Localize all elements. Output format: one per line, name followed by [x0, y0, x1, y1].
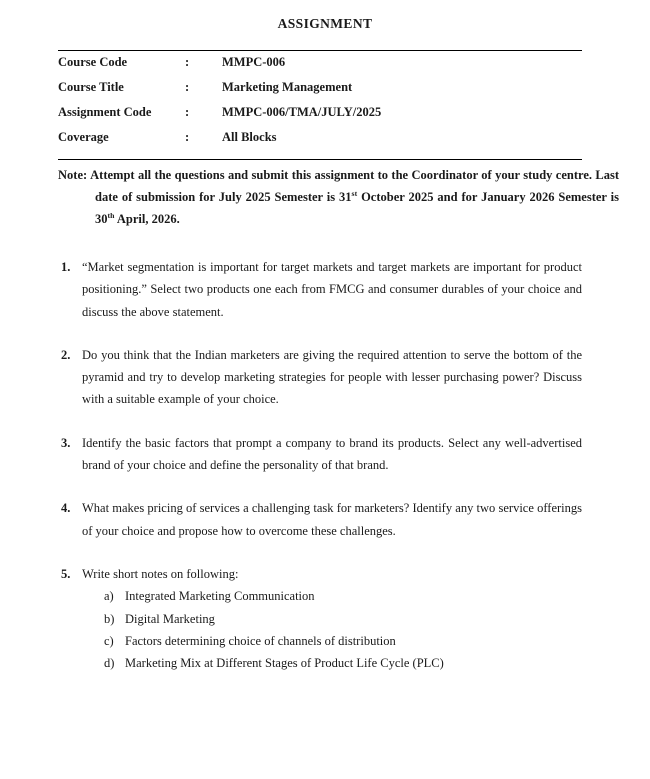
- question-item-2: [58, 344, 582, 411]
- sub-item-marker: a): [104, 589, 114, 604]
- table-row: [58, 130, 582, 155]
- note-ordinal-suffix-st: st: [351, 188, 358, 198]
- sub-item-marker: d): [104, 656, 115, 671]
- course-info-table: [58, 50, 582, 160]
- note-label: Note:: [58, 168, 88, 182]
- question-item-1: [58, 256, 582, 323]
- info-value-assignment-code: MMPC-006/TMA/JULY/2025: [222, 105, 382, 119]
- info-colon: :: [185, 130, 190, 144]
- note-ordinal-suffix-th: th: [107, 210, 115, 220]
- info-value-course-title: Marketing Management: [222, 80, 353, 94]
- list-item: [104, 608, 582, 630]
- question-number: 4.: [61, 501, 71, 516]
- sub-item-label: Integrated Marketing Communication: [125, 589, 315, 604]
- page-title: ASSIGNMENT: [277, 16, 373, 31]
- info-colon: :: [185, 105, 190, 119]
- sub-item-label: Marketing Mix at Different Stages of Product Life Cycle (PLC): [125, 656, 444, 671]
- question-number: 5.: [61, 566, 71, 581]
- info-colon: :: [185, 80, 190, 94]
- question-text: Do you think that the Indian marketers are giving the required attention to serve the bottom of the pyramid and try to develop marketing strategies for people with lesser purchasing power? Discuss with a suitable example of your choice.: [82, 347, 582, 407]
- note-text-part-1: Attempt all the questions and submit this assignment to the Coordinator of your study centre. Last date of submission for July 2025 Semester is 31: [90, 168, 619, 204]
- list-item: [104, 652, 582, 674]
- question-item-5: [58, 563, 582, 674]
- info-value-course-code: MMPC-006: [222, 55, 286, 69]
- sub-item-marker: b): [104, 611, 115, 626]
- sub-item-label: Factors determining choice of channels of distribution: [125, 633, 396, 648]
- sub-item-label: Digital Marketing: [125, 611, 215, 626]
- question-text: “Market segmentation is important for target markets and target markets are important for product positioning.” Select two products one each from FMCG and consumer durables of your choice and discuss the above statement.: [82, 260, 582, 319]
- table-row: [58, 55, 582, 80]
- question-number: 1.: [61, 260, 71, 274]
- info-label-course-title: Course Title: [58, 80, 124, 94]
- submission-note: [58, 164, 619, 230]
- question-text: What makes pricing of services a challenging task for marketers? Identify any two service offerings of your choice and propose how to overcome these challenges.: [82, 501, 582, 538]
- note-text-part-2: October 2025 and for January 2026 Semester is 30: [95, 190, 619, 226]
- info-label-assignment-code: Assignment Code: [58, 105, 152, 119]
- question-list: [58, 256, 582, 674]
- sub-item-marker: c): [104, 633, 114, 648]
- question-number: 3.: [61, 435, 71, 450]
- list-item: [104, 585, 582, 607]
- question-5-sub-list: [82, 585, 582, 674]
- table-row: [58, 105, 582, 130]
- table-row: [58, 80, 582, 105]
- question-text: Write short notes on following:: [82, 566, 239, 581]
- note-text-part-3: April, 2026.: [114, 212, 180, 226]
- question-text: Identify the basic factors that prompt a company to brand its products. Select any well-advertised brand of your choice and define the personality of that brand.: [82, 435, 582, 473]
- question-number: 2.: [61, 347, 71, 362]
- list-item: [104, 630, 582, 652]
- info-value-coverage: All Blocks: [222, 130, 277, 144]
- question-item-3: [58, 432, 582, 477]
- info-colon: :: [185, 55, 190, 69]
- info-label-course-code: Course Code: [58, 55, 128, 69]
- question-item-4: [58, 497, 582, 542]
- info-label-coverage: Coverage: [58, 130, 109, 144]
